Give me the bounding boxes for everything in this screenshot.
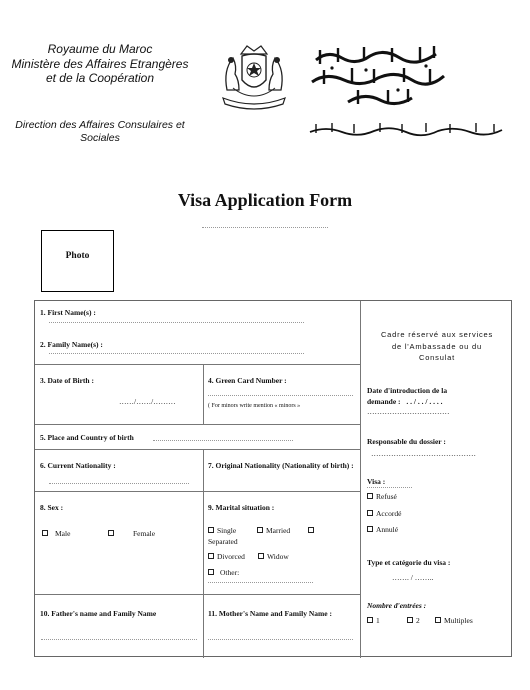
entries-label: Nombre d'entrées : <box>367 601 427 610</box>
entries-2-option[interactable] <box>407 616 420 625</box>
marital-married-text: Married <box>266 526 291 535</box>
arabic-subtitle-icon <box>306 120 506 140</box>
marital-married-checkbox[interactable] <box>257 527 263 533</box>
marital-other-option[interactable] <box>208 568 239 577</box>
type-visa-label: Type et catégorie du visa : <box>367 558 451 567</box>
reserved-line-2: de l'Ambassade ou du <box>392 341 482 351</box>
dob-field[interactable]: ……/……/……… <box>119 397 176 406</box>
marital-other-checkbox[interactable] <box>208 569 214 575</box>
date-intro-label: Date d'introduction de la <box>367 386 448 395</box>
family-name-field[interactable] <box>49 353 304 354</box>
header-line-kingdom: Royaume du Maroc <box>47 42 153 56</box>
original-nationality-label: 7. Original Nationality (Nationality of birth) : <box>208 461 354 470</box>
family-name-label: 2. Family Name(s) : <box>40 340 103 349</box>
application-form-table <box>34 300 512 657</box>
first-name-label: 1. First Name(s) : <box>40 308 96 317</box>
visa-underline <box>367 487 412 488</box>
entries-multiple-option[interactable] <box>435 616 473 625</box>
title-divider <box>202 227 328 228</box>
sex-female-checkbox[interactable] <box>108 530 114 536</box>
ministry-header <box>0 42 200 86</box>
divider-rows6-9 <box>203 449 204 594</box>
direction-line-1: Direction des Affaires Consulaires et <box>15 119 185 131</box>
green-card-field[interactable] <box>208 395 353 396</box>
divider-row3 <box>203 364 204 424</box>
mother-name-label: 11. Mother's Name and Family Name : <box>208 609 332 618</box>
visa-accorde-text: Accordé <box>376 509 402 518</box>
marital-married-option[interactable] <box>257 526 290 535</box>
date-intro-dots: …………………………… <box>367 407 450 416</box>
minors-note: ( For minors write mention « minors » <box>208 403 301 409</box>
page-title: Visa Application Form <box>177 190 353 210</box>
marital-other-text: Other: <box>220 568 240 577</box>
direction-header <box>0 119 200 145</box>
visa-annule-checkbox[interactable] <box>367 526 373 532</box>
sex-male-option[interactable] <box>42 529 70 538</box>
moroccan-coat-of-arms-icon <box>213 40 295 112</box>
marital-widow-text: Widow <box>267 552 289 561</box>
responsable-field[interactable]: …………………………………… <box>371 449 476 458</box>
reserved-line-1: Cadre réservé aux services <box>380 330 494 339</box>
marital-single-text: Single <box>217 526 237 535</box>
visa-annule-text: Annulé <box>376 525 399 534</box>
marital-label: 9. Marital situation : <box>208 503 275 512</box>
current-nationality-field[interactable] <box>49 483 189 484</box>
date-intro-value[interactable]: . . / . . / . . . . <box>406 397 443 406</box>
entries-1-text: 1 <box>376 616 380 625</box>
green-card-label: 4. Green Card Number : <box>208 376 287 385</box>
row-line-1 <box>35 364 360 365</box>
place-birth-label: 5. Place and Country of birth <box>40 433 134 442</box>
responsable-label: Responsable du dossier : <box>367 437 446 446</box>
visa-refuse-text: Refusé <box>376 492 397 501</box>
entries-multiple-checkbox[interactable] <box>435 617 441 623</box>
current-nationality-label: 6. Current Nationality : <box>40 461 116 470</box>
first-name-field[interactable] <box>49 322 304 323</box>
row-line-4 <box>35 491 360 492</box>
marital-divorced-text: Divorced <box>217 552 245 561</box>
marital-separated-checkbox-wrap[interactable] <box>308 526 317 535</box>
header-line-cooperation: et de la Coopération <box>45 71 155 85</box>
reserved-line-3: Consulat <box>418 353 455 362</box>
marital-single-option[interactable] <box>208 526 236 535</box>
marital-divorced-checkbox[interactable] <box>208 553 214 559</box>
place-birth-field[interactable] <box>153 440 293 441</box>
visa-refuse-option[interactable] <box>367 492 397 501</box>
photo-box[interactable] <box>41 230 114 292</box>
visa-refuse-checkbox[interactable] <box>367 493 373 499</box>
photo-label: Photo <box>65 251 90 261</box>
marital-divorced-option[interactable] <box>208 552 245 561</box>
arabic-calligraphy-icon <box>308 42 448 112</box>
sex-female-option[interactable] <box>108 529 155 538</box>
entries-1-checkbox[interactable] <box>367 617 373 623</box>
visa-annule-option[interactable] <box>367 525 398 534</box>
father-name-label: 10. Father's name and Family Name <box>40 609 157 618</box>
row-line-5 <box>35 594 360 595</box>
marital-separated-text: Separated <box>208 537 238 546</box>
dob-label: 3. Date of Birth : <box>40 376 94 385</box>
arabic-direction-subtitle <box>306 120 506 140</box>
entries-1-option[interactable] <box>367 616 380 625</box>
visa-accorde-checkbox[interactable] <box>367 510 373 516</box>
sex-male-text: Male <box>55 529 71 538</box>
entries-2-checkbox[interactable] <box>407 617 413 623</box>
marital-widow-option[interactable] <box>258 552 289 561</box>
date-intro-demande: demande : <box>367 397 401 406</box>
marital-other-field[interactable] <box>208 582 313 583</box>
entries-2-text: 2 <box>416 616 420 625</box>
row-line-2 <box>35 424 360 425</box>
divider-row10 <box>203 594 204 658</box>
mother-name-field[interactable] <box>208 639 353 640</box>
visa-accorde-option[interactable] <box>367 509 401 518</box>
sex-female-text: Female <box>133 529 156 538</box>
reserved-column-divider <box>360 301 361 658</box>
type-visa-field[interactable]: ……. / …….. <box>392 573 434 582</box>
visa-label: Visa : <box>367 477 386 486</box>
entries-multiple-text: Multiples <box>444 616 473 625</box>
direction-line-2: Sociales <box>80 132 120 144</box>
header-line-ministry: Ministère des Affaires Etrangères <box>11 56 189 71</box>
date-intro-label-2 <box>367 397 442 406</box>
reserved-header <box>363 329 511 364</box>
sex-male-checkbox[interactable] <box>42 530 48 536</box>
marital-widow-checkbox[interactable] <box>258 553 264 559</box>
marital-separated-checkbox[interactable] <box>308 527 314 533</box>
sex-label: 8. Sex : <box>40 503 64 512</box>
arabic-ministry-calligraphy <box>308 42 448 112</box>
marital-single-checkbox[interactable] <box>208 527 214 533</box>
row-line-3 <box>35 449 360 450</box>
father-name-field[interactable] <box>41 639 197 640</box>
